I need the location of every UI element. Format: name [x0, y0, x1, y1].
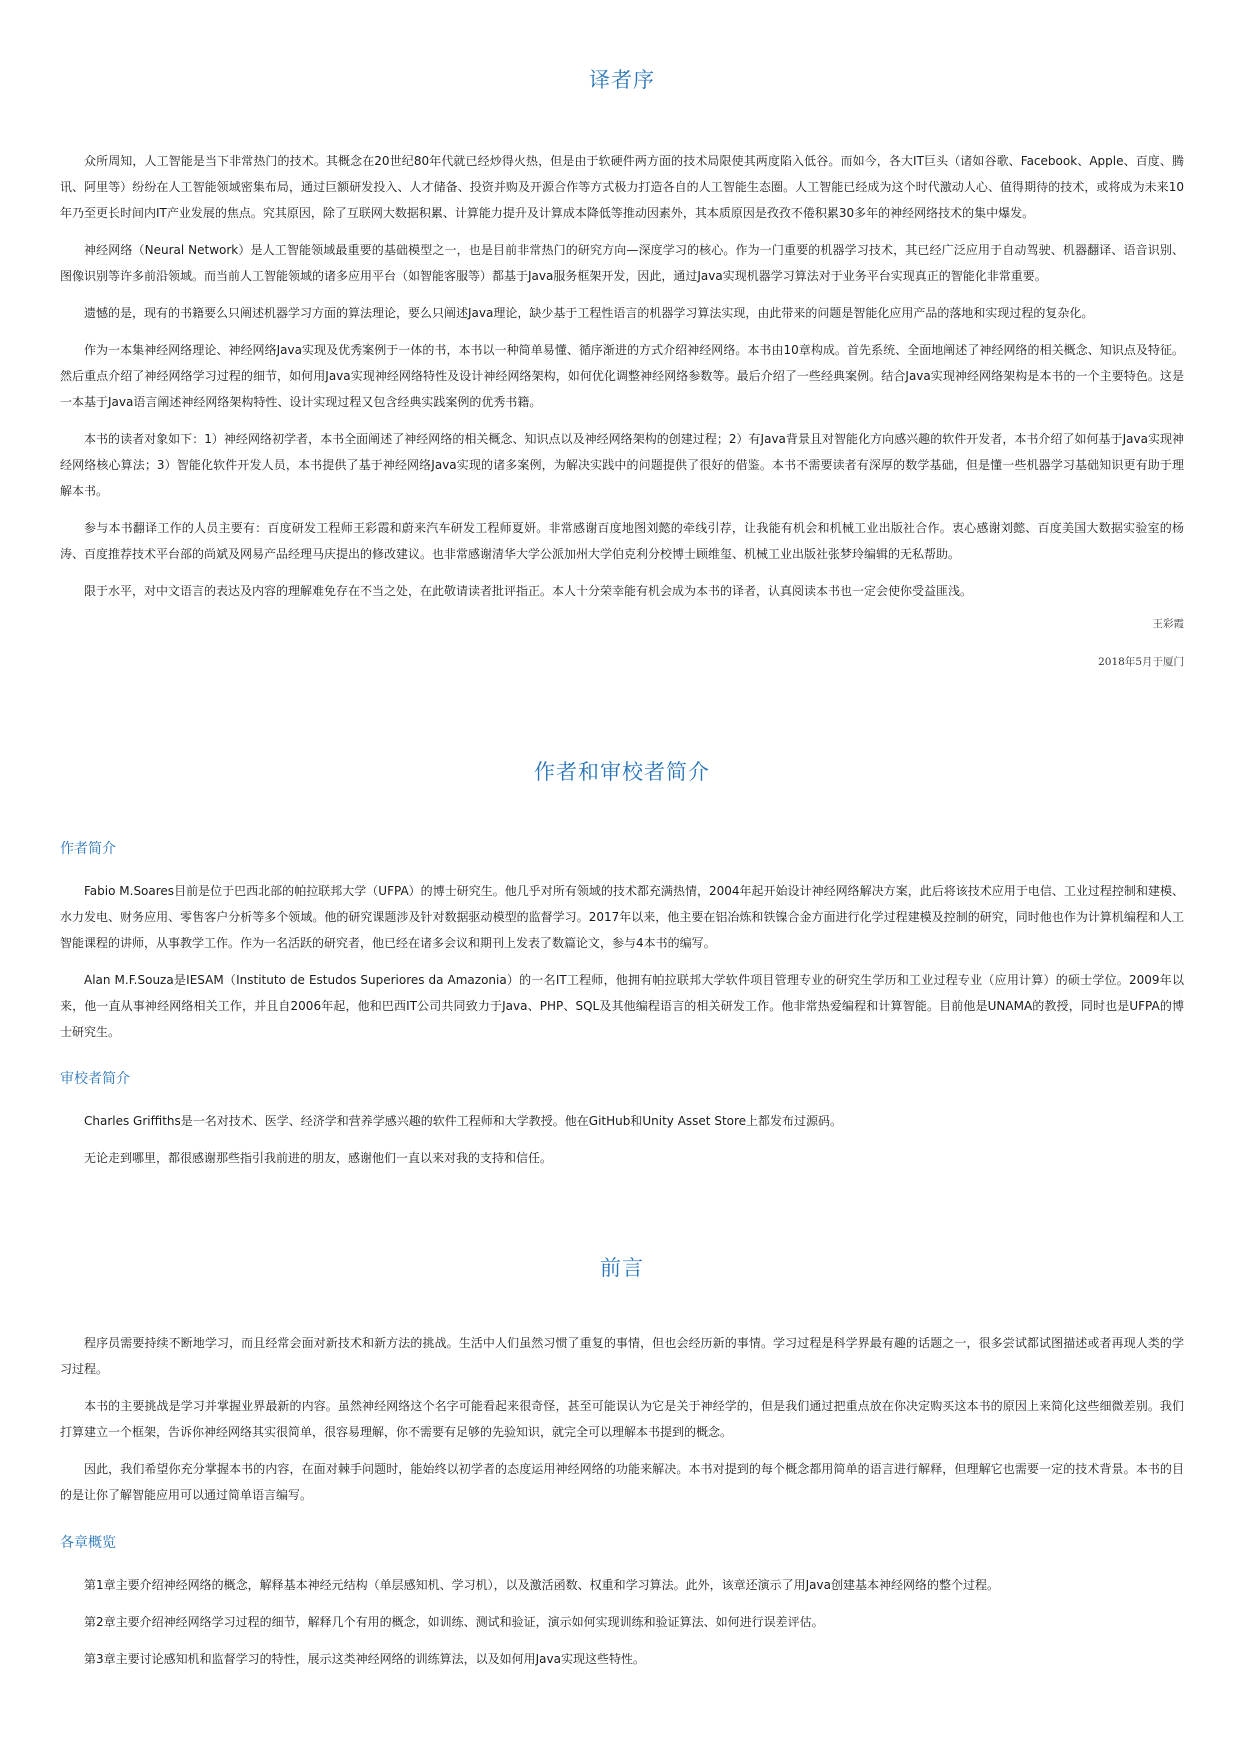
- reviewer-intro-body: [60, 1108, 1184, 1182]
- authors-section-title: 作者和审校者简介: [534, 760, 710, 784]
- paragraph: Alan M.F.Souza是IESAM（Instituto de Estudos Superiores da Amazonia）的一名IT工程师，他拥有帕拉联邦大学软件项目管理专业的研究生学历和工业过程专业（应用计算）的硕士学位。2009年以来，他一直从事神经网络相关工作，并且自2006年起，他和巴西IT公司共同致力于Java、PHP、SQL及其他编程语言的相关研发工作。他非常热爱编程和计算智能。目前他是UNAMA的教授，同时也是UFPA的博士研究生。: [60, 973, 1184, 1039]
- paragraph: 限于水平，对中文语言的表达及内容的理解难免存在不当之处，在此敬请读者批评指正。本人十分荣幸能有机会成为本书的译者，认真阅读本书也一定会使你受益匪浅。: [84, 584, 973, 598]
- reviewer-intro-heading: 审校者简介: [60, 1071, 130, 1087]
- translator-signature: 王彩霞: [1152, 618, 1184, 630]
- paragraph: 程序员需要持续不断地学习，而且经常会面对新技术和新方法的挑战。生活中人们虽然习惯了重复的事情，但也会经历新的事情。学习过程是科学界最有趣的话题之一，很多尝试都试图描述或者再现人类的学习过程。: [60, 1336, 1184, 1376]
- paragraph: Charles Griffiths是一名对技术、医学、经济学和营养学感兴趣的软件工程师和大学教授。他在GitHub和Unity Asset Store上都发布过源码。: [84, 1114, 843, 1128]
- translator-preface-title: 译者序: [589, 68, 655, 92]
- paragraph: 参与本书翻译工作的人员主要有：百度研发工程师王彩霞和蔚来汽车研发工程师夏妍。非常感谢百度地图刘懿的牵线引荐，让我能有机会和机械工业出版社合作。衷心感谢刘懿、百度美国大数据实验室的杨涛、百度推荐技术平台部的尚斌及网易产品经理马庆提出的修改建议。也非常感谢清华大学公派加州大学伯克利分校博士顾维玺、机械工业出版社张梦玲编辑的无私帮助。: [60, 521, 1184, 561]
- paragraph: Fabio M.Soares目前是位于巴西北部的帕拉联邦大学（UFPA）的博士研究生。他几乎对所有领域的技术都充满热情，2004年起开始设计神经网络解决方案，此后将该技术应用于电信、工业过程控制和建模、水力发电、财务应用、零售客户分析等多个领域。他的研究课题涉及针对数据驱动模型的监督学习。2017年以来，他主要在铝冶炼和铁镍合金方面进行化学过程建模及控制的研究，同时他也作为计算机编程和人工智能课程的讲师，从事教学工作。作为一名活跃的研究者，他已经在诸多会议和期刊上发表了数篇论文，参与4本书的编写。: [60, 884, 1184, 950]
- paragraph: 无论走到哪里，都很感谢那些指引我前进的朋友，感谢他们一直以来对我的支持和信任。: [84, 1151, 553, 1165]
- chapters-overview-heading: 各章概览: [60, 1535, 116, 1551]
- paragraph: 神经网络（Neural Network）是人工智能领域最重要的基础模型之一，也是目前非常热门的研究方向—深度学习的核心。作为一门重要的机器学习技术，其已经广泛应用于自动驾驶、机器翻译、语音识别、图像识别等许多前沿领域。而当前人工智能领域的诸多应用平台（如智能客服等）都基于Java服务框架开发，因此，通过Java实现机器学习算法对于业务平台实现真正的智能化非常重要。: [60, 243, 1184, 283]
- paragraph: 本书的主要挑战是学习并掌握业界最新的内容。虽然神经网络这个名字可能看起来很奇怪，甚至可能误认为它是关于神经学的，但是我们通过把重点放在你决定购买这本书的原因上来简化这些细微差别。我们打算建立一个框架，告诉你神经网络其实很简单，很容易理解，你不需要有足够的先验知识，就完全可以理解本书提到的概念。: [60, 1399, 1184, 1439]
- author-intro-heading: 作者简介: [60, 841, 116, 857]
- translator-preface-body: [60, 148, 1184, 615]
- chapter-summary: 第3章主要讨论感知机和监督学习的特性，展示这类神经网络的训练算法，以及如何用Java实现这些特性。: [84, 1652, 645, 1666]
- author-intro-body: [60, 878, 1184, 1056]
- paragraph: 遗憾的是，现有的书籍要么只阐述机器学习方面的算法理论，要么只阐述Java理论，缺少基于工程性语言的机器学习算法实现，由此带来的问题是智能化应用产品的落地和实现过程的复杂化。: [84, 306, 1094, 320]
- paragraph: 众所周知，人工智能是当下非常热门的技术。其概念在20世纪80年代就已经炒得火热，但是由于软硬件两方面的技术局限使其两度陷入低谷。而如今，各大IT巨头（诸如谷歌、Facebook、Apple、百度、腾讯、阿里等）纷纷在人工智能领域密集布局，通过巨额研发投入、人才储备、投资并购及开源合作等方式极力打造各自的人工智能生态圈。人工智能已经成为这个时代激动人心、值得期待的技术，或将成为未来10年乃至更长时间内IT产业发展的焦点。究其原因，除了互联网大数据积累、计算能力提升及计算成本降低等推动因素外，其本质原因是孜孜不倦积累30多年的神经网络技术的集中爆发。: [60, 154, 1184, 220]
- translator-date-place: 2018年5月于厦门: [1098, 656, 1184, 668]
- paragraph: 作为一本集神经网络理论、神经网络Java实现及优秀案例于一体的书，本书以一种简单易懂、循序渐进的方式介绍神经网络。本书由10章构成。首先系统、全面地阐述了神经网络的相关概念、知识点及特征。然后重点介绍了神经网络学习过程的细节，如何用Java实现神经网络特性及设计神经网络架构，如何优化调整神经网络参数等。最后介绍了一些经典案例。结合Java实现神经网络架构是本书的一个主要特色。这是一本基于Java语言阐述神经网络架构特性、设计实现过程又包含经典实践案例的优秀书籍。: [60, 343, 1184, 409]
- foreword-title: 前言: [600, 1256, 644, 1280]
- paragraph: 本书的读者对象如下：1）神经网络初学者，本书全面阐述了神经网络的相关概念、知识点以及神经网络架构的创建过程；2）有Java背景且对智能化方向感兴趣的软件开发者，本书介绍了如何基于Java实现神经网络核心算法；3）智能化软件开发人员，本书提供了基于神经网络Java实现的诸多案例，为解决实践中的问题提供了很好的借鉴。本书不需要读者有深厚的数学基础，但是懂一些机器学习基础知识更有助于理解本书。: [60, 432, 1184, 498]
- foreword-body: [60, 1330, 1184, 1519]
- chapter-summary: 第2章主要介绍神经网络学习过程的细节，解释几个有用的概念，如训练、测试和验证，演示如何实现训练和验证算法、如何进行误差评估。: [84, 1615, 824, 1629]
- paragraph: 因此，我们希望你充分掌握本书的内容，在面对棘手问题时，能始终以初学者的态度运用神经网络的功能来解决。本书对提到的每个概念都用简单的语言进行解释，但理解它也需要一定的技术背景。本书的目的是让你了解智能应用可以通过简单语言编写。: [60, 1462, 1184, 1502]
- chapters-overview-body: [60, 1572, 1184, 1683]
- chapter-summary: 第1章主要介绍神经网络的概念，解释基本神经元结构（单层感知机、学习机），以及激活函数、权重和学习算法。此外，该章还演示了用Java创建基本神经网络的整个过程。: [84, 1578, 999, 1592]
